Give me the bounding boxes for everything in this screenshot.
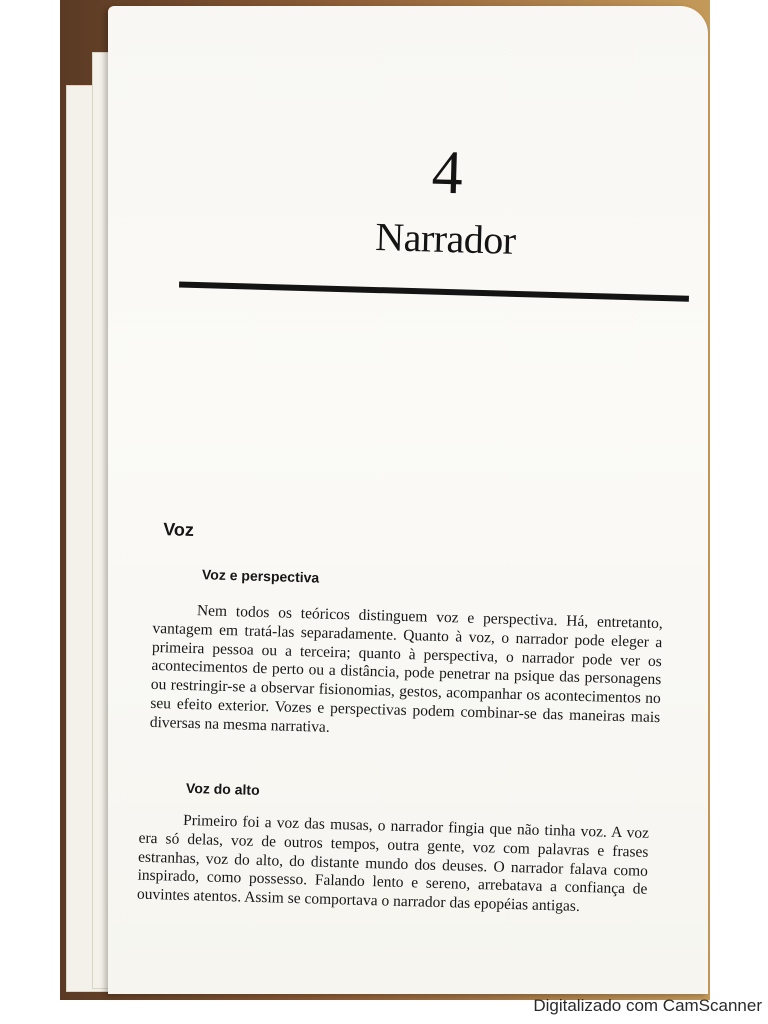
chapter-title: Narrador: [374, 213, 517, 263]
paragraph-voz-do-alto: Primeiro foi a voz das musas, o narrador fingia que não tinha voz. A voz era só delas, voz de outros tempos, outra gente, voz com palavras e frases estranhas, voz do alto, do distante mundo dos deuses. O narrador falava como inspirado, como possesso. Falando lento e sereno, arrebatava a confiança de ouvintes atentos. Assim se comportava o narrador das epopéias antigas.: [136, 811, 650, 916]
section-heading-voz: Voz: [162, 519, 195, 541]
chapter-number: 4: [430, 138, 464, 208]
paragraph-voz-e-perspectiva: Nem todos os teóricos distinguem voz e perspectiva. Há, entretanto, vantagem em tratá-las separadamente. Quanto à voz, o narrador pode eleger a primeira pessoa ou a terceira; quanto à perspectiva, o narrador pode ver os acontecimentos de perto ou a distância, pode penetrar na psique das personagens ou restringir-se a observar fisionomias, gestos, acompanhar os acontecimentos no seu efeito exterior. Vozes e perspectivas podem combinar-se das maneiras mais diversas na mesma narrativa.: [149, 602, 664, 736]
subsection-heading-voz-do-alto: Voz do alto: [185, 779, 260, 798]
chapter-divider: [179, 282, 689, 302]
subsection-heading-voz-e-perspectiva: Voz e perspectiva: [201, 566, 320, 586]
scanner-watermark: Digitalizado com CamScanner: [533, 996, 762, 1015]
page-content: [94, 0, 721, 1002]
book-page: [108, 6, 708, 994]
